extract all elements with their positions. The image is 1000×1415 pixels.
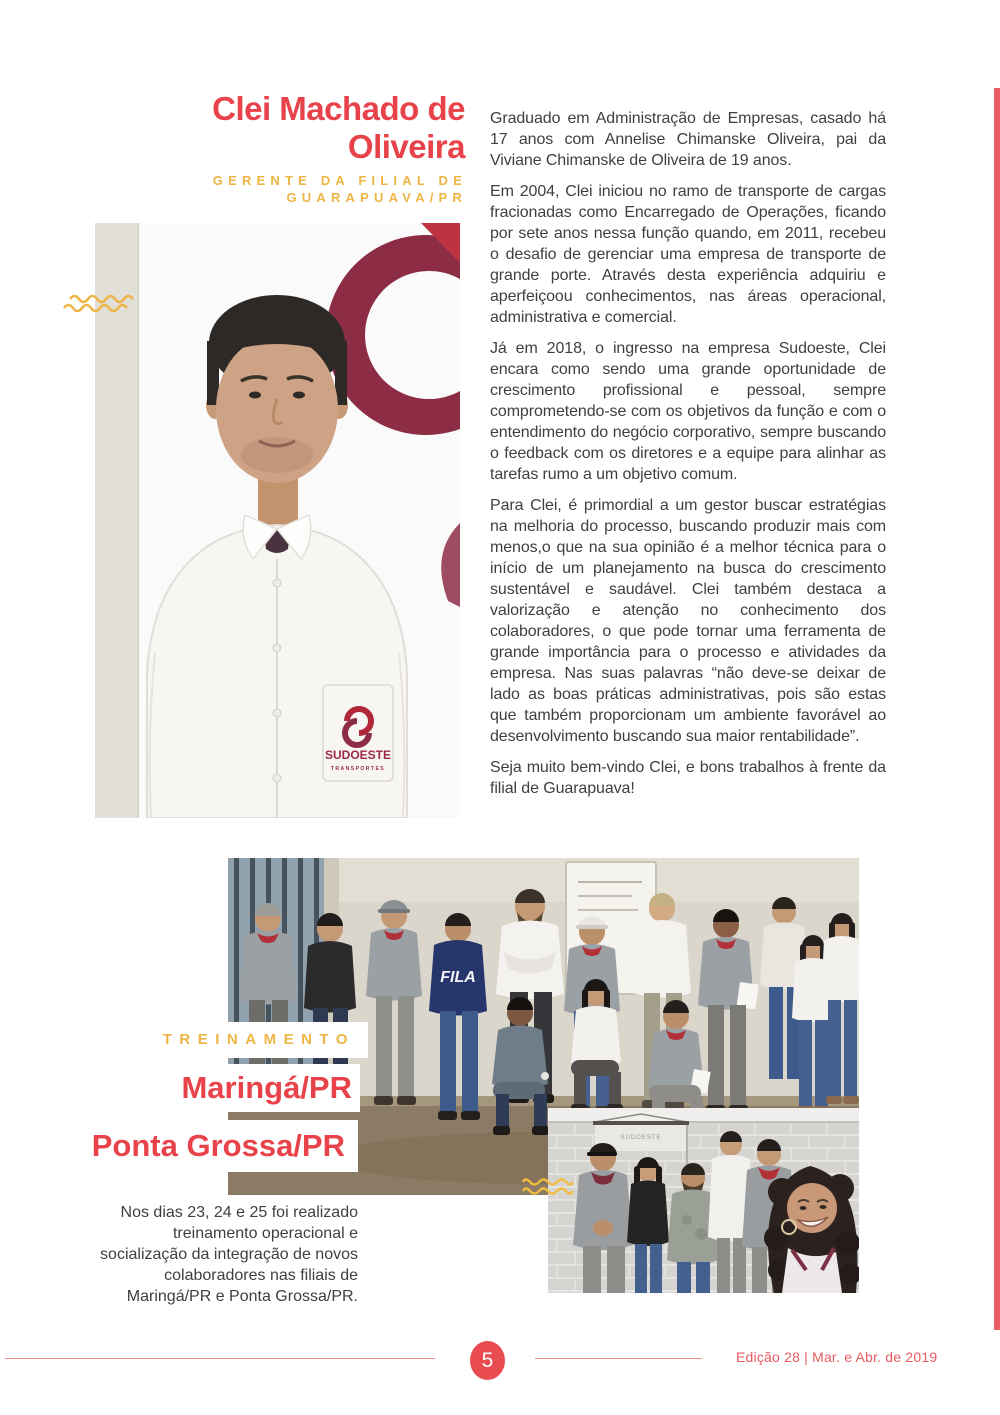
training-selfie-photo bbox=[548, 1108, 859, 1293]
pocket-logo-text: SUDOESTE bbox=[324, 748, 392, 762]
squiggle-decoration-icon bbox=[62, 292, 138, 319]
edition-label: Edição 28 | Mar. e Abr. de 2019 bbox=[736, 1349, 938, 1365]
footer-rule-right bbox=[535, 1358, 702, 1359]
clei-portrait-photo bbox=[95, 223, 460, 818]
page-subtitle-line2: GUARAPUAVA/PR bbox=[286, 190, 467, 205]
article-paragraph: Seja muito bem-vindo Clei, e bons trabalhos à frente da filial de Guarapuava! bbox=[490, 759, 886, 797]
page-title bbox=[85, 90, 465, 166]
training-body-text: Nos dias 23, 24 e 25 foi realizado treinamento operacional e socialização da integração de novos colaboradores nas filiais de Maringá/PR e Ponta Grossa/PR. bbox=[100, 1204, 358, 1305]
page-number-badge: 5 bbox=[470, 1341, 505, 1380]
footer-rule-left bbox=[5, 1358, 435, 1359]
training-heading-ponta-grossa: Ponta Grossa/PR bbox=[0, 1120, 358, 1172]
page-subtitle bbox=[85, 172, 467, 206]
fila-shirt-text: FILA bbox=[440, 969, 476, 986]
pocket-logo-subtext: TRANSPORTES bbox=[330, 766, 386, 772]
article-paragraph: Para Clei, é primordial a um gestor buscar estratégias na melhoria do processo, buscando produzir mais com menos,o que na sua opinião é a melhor técnica para o início de um planejamento na busca do crescimento sustentável e saudável. Clei também destaca a valorização e atenção no conhecimento dos colaboradores, o que pode tornar uma ferramenta de grande importância para o processo e atividades da empresa. Nas suas palavras “não deve-se deixar de lado as boas práticas administrativas, pois são estas que também proporcionam um ambiente favorável ao desenvolvimento buscando sua maior rentabilidade”. bbox=[490, 497, 886, 745]
squiggle-decoration-icon bbox=[521, 1176, 577, 1203]
selfie-woman-foreground bbox=[764, 1166, 859, 1293]
page-title-line2: Oliveira bbox=[347, 128, 465, 165]
shirt-pocket-logo bbox=[323, 685, 393, 781]
article-paragraph: Graduado em Administração de Empresas, casado há 17 anos com Annelise Chimanske Oliveira, pai da Viviane Chimanske de Oliveira de 19 anos. bbox=[490, 110, 886, 169]
page-subtitle-line1: GERENTE DA FILIAL DE bbox=[212, 173, 467, 188]
training-kicker: TREINAMENTO bbox=[0, 1022, 368, 1058]
article-body bbox=[490, 108, 886, 809]
page-title-line1: Clei Machado de bbox=[212, 90, 465, 127]
article-paragraph: Em 2004, Clei iniciou no ramo de transporte de cargas fracionadas como Encarregado de Operações, ficando por sete anos nessa função quando, em 2011, recebeu o desafio de gerenciar uma empresa de transporte de grande porte. Através desta experiência adquiriu e aperfeiçoou conhecimentos, nas áreas operacional, administrativa e comercial. bbox=[490, 183, 886, 326]
page-edge-accent-bar bbox=[994, 88, 1000, 1330]
training-heading-maringa: Maringá/PR bbox=[0, 1064, 360, 1112]
article-paragraph: Já em 2018, o ingresso na empresa Sudoeste, Clei encara como sendo uma grande oportunidade de crescimento profissional e pessoal, sempre comprometendo-se com os objetivos da função e com o entendimento do negócio corporativo, sempre buscando o feedback com os diretores e a equipe para alinhar as tarefas rumo a um objetivo comum. bbox=[490, 340, 886, 483]
banner-text: SUDOESTE bbox=[620, 1135, 662, 1141]
